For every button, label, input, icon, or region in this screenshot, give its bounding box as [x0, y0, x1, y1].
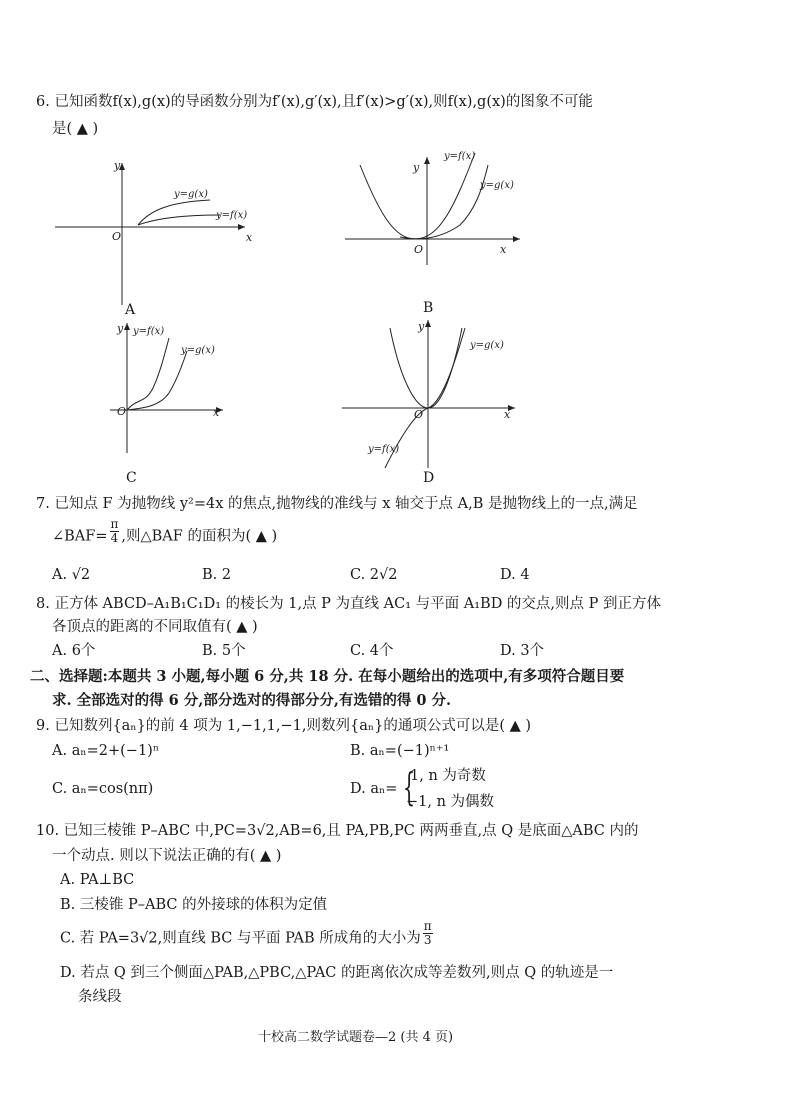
- q7-stem-tail: ,则△BAF 的面积为( ▲ ): [121, 528, 278, 545]
- graph-b-y-label: y: [413, 161, 420, 174]
- graph-d: [340, 318, 520, 468]
- q8-option-b: B. 5个: [202, 643, 246, 659]
- graph-b-x-label: x: [500, 243, 507, 256]
- q6-stem-line2: 是( ▲ ): [52, 121, 99, 137]
- graph-d-origin: O: [414, 408, 424, 421]
- graph-a-y-label: y: [114, 159, 121, 172]
- q7-angle-text: ∠BAF=: [52, 528, 108, 545]
- section-2-heading-line1: 二、选择题:本题共 3 小题,每小题 6 分,共 18 分. 在每小题给出的选项中,有多项符合题目要: [30, 668, 625, 685]
- graph-b-f-label: y=f(x): [444, 151, 476, 162]
- q9-stem: 9. 已知数列{aₙ}的前 4 项为 1,−1,1,−1,则数列{aₙ}的通项公式可以是( ▲ ): [36, 718, 532, 734]
- q10-frac-den: 3: [423, 933, 432, 948]
- page-footer: 十校高二数学试题卷—2 (共 4 页): [258, 1030, 454, 1045]
- q7-option-c: C. 2√2: [350, 567, 398, 583]
- graph-c-g-label: y=g(x): [181, 345, 215, 356]
- q7-option-b: B. 2: [202, 567, 232, 583]
- graph-c-caption: C: [126, 470, 137, 486]
- q9-option-d-brace: {: [403, 765, 416, 809]
- graph-a-x-label: x: [246, 231, 253, 244]
- q8-option-d: D. 3个: [500, 643, 545, 659]
- q10-option-d-line1: D. 若点 Q 到三个侧面△PAB,△PBC,△PAC 的距离依次成等差数列,则点 Q 的轨迹是一: [60, 965, 614, 981]
- graph-d-f-label: y=f(x): [368, 444, 400, 455]
- q8-stem-line1: 8. 正方体 ABCD–A₁B₁C₁D₁ 的棱长为 1,点 P 为直线 AC₁ 与平面 A₁BD 的交点,则点 P 到正方体: [36, 596, 662, 612]
- graph-a-caption: A: [125, 302, 136, 318]
- graph-a: [50, 155, 260, 305]
- graph-b-origin: O: [414, 243, 424, 256]
- graph-c-f-label: y=f(x): [133, 326, 165, 337]
- graph-a-g-label: y=g(x): [174, 189, 208, 200]
- q7-frac-num: π: [110, 517, 119, 531]
- q10-option-c-text: C. 若 PA=3√2,则直线 BC 与平面 PAB 所成角的大小为: [60, 930, 421, 947]
- q9-option-c: C. aₙ=cos(nπ): [52, 781, 154, 797]
- q10-option-b: B. 三棱锥 P–ABC 的外接球的体积为定值: [60, 897, 328, 913]
- q10-option-c: [60, 919, 435, 948]
- q9-option-d-lead: D. aₙ=: [350, 781, 398, 797]
- q10-stem-line1: 10. 已知三棱锥 P–ABC 中,PC=3√2,AB=6,且 PA,PB,PC 两两垂直,点 Q 是底面△ABC 内的: [36, 823, 639, 839]
- q10-frac-num: π: [423, 919, 432, 933]
- q9-option-b: B. aₙ=(−1)ⁿ⁺¹: [350, 743, 450, 759]
- graph-c-x-label: x: [213, 406, 220, 419]
- q10-option-d-line2: 条线段: [78, 989, 122, 1005]
- section-2-heading-line2: 求. 全部选对的得 6 分,部分选对的得部分分,有选错的得 0 分.: [52, 692, 452, 709]
- q9-option-a: A. aₙ=2+(−1)ⁿ: [52, 743, 160, 759]
- graph-d-caption: D: [423, 470, 435, 486]
- q9-option-d-case-even: −1, n 为偶数: [406, 794, 495, 810]
- q8-option-c: C. 4个: [350, 643, 394, 659]
- graph-c-y-label: y: [117, 322, 124, 335]
- q9-option-d-case-odd: 1, n 为奇数: [410, 768, 486, 784]
- q10-option-a: A. PA⊥BC: [60, 872, 135, 888]
- q7-stem-line2: [52, 517, 278, 546]
- graph-b-g-label: y=g(x): [480, 180, 514, 191]
- graph-d-y-label: y: [418, 320, 425, 333]
- graph-b: [340, 145, 530, 275]
- graph-a-f-label: y=f(x): [216, 210, 248, 221]
- q6-stem-line1: 6. 已知函数f(x),g(x)的导函数分别为f′(x),g′(x),且f′(x)>g′(x),则f(x),g(x)的图象不可能: [36, 94, 593, 110]
- graph-d-g-label: y=g(x): [470, 340, 504, 351]
- q7-frac-den: 4: [110, 531, 119, 546]
- q7-stem-line1: 7. 已知点 F 为抛物线 y²=4x 的焦点,抛物线的准线与 x 轴交于点 A,B 是抛物线上的一点,满足: [36, 496, 638, 512]
- q7-option-d: D. 4: [500, 567, 530, 583]
- q7-option-a: A. √2: [52, 567, 91, 583]
- q10-stem-line2: 一个动点. 则以下说法正确的有( ▲ ): [52, 848, 282, 864]
- q8-stem-line2: 各顶点的距离的不同取值有( ▲ ): [52, 619, 258, 635]
- graph-d-x-label: x: [504, 408, 511, 421]
- graph-b-caption: B: [423, 300, 434, 316]
- q8-option-a: A. 6个: [52, 643, 96, 659]
- graph-a-origin: O: [112, 230, 122, 243]
- graph-c-origin: O: [117, 405, 127, 418]
- graph-c: [105, 318, 245, 458]
